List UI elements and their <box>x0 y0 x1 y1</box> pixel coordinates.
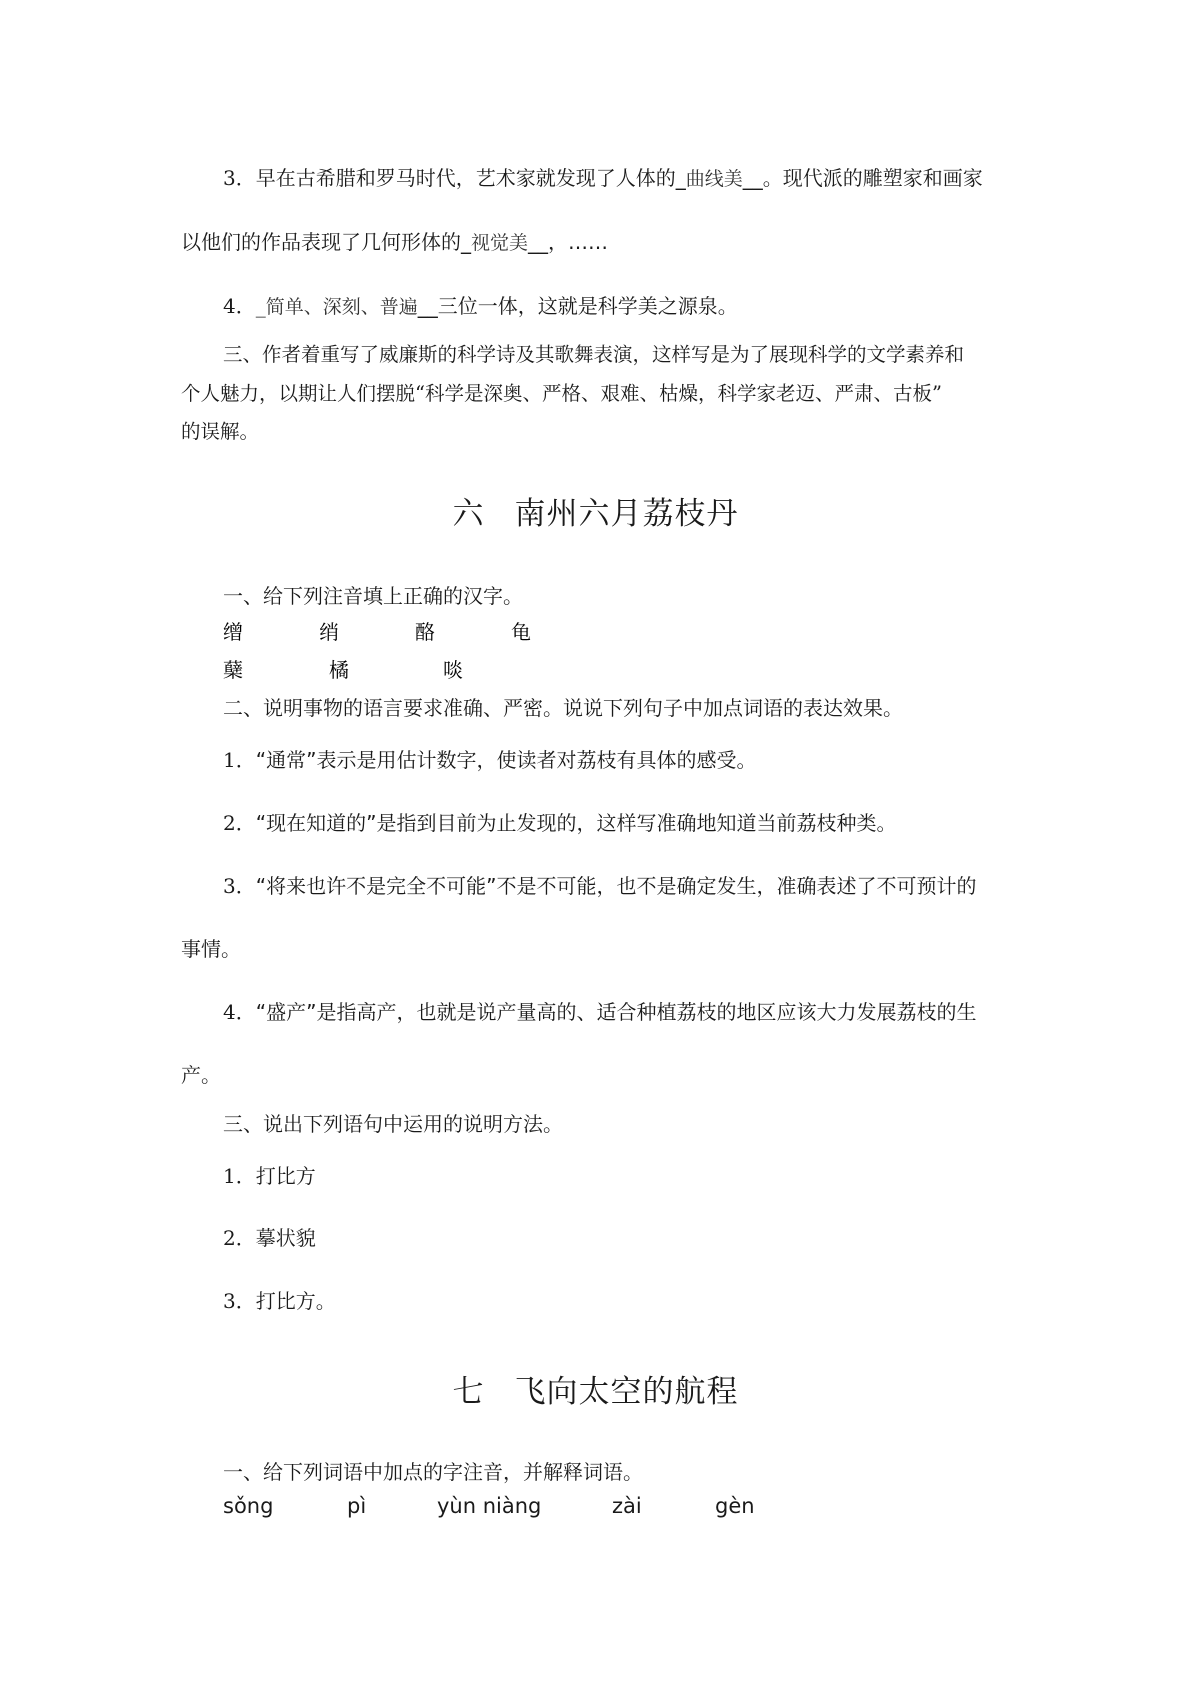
answer-6b-3 <box>223 1285 336 1314</box>
answer-text: 打比方 <box>255 1164 316 1188</box>
answer-text: __，…… <box>528 230 609 254</box>
item-number: 3． <box>223 874 256 898</box>
section-number: 七 <box>452 1374 485 1410</box>
fill-in-answer: 曲线美 <box>685 168 743 190</box>
question-heading: 一、给下列注音填上正确的汉字。 <box>223 584 523 608</box>
item-number: 3． <box>223 166 256 190</box>
pinyin: gèn <box>715 1494 755 1518</box>
answer-text: 早在古希腊和罗马时代，艺术家就发现了人体的_ <box>255 166 686 190</box>
answer-5-3-line2 <box>181 226 608 255</box>
answer-5-3-line1 <box>223 162 983 191</box>
item-number: 4．_ <box>223 294 266 318</box>
character: 蘖 <box>223 658 243 682</box>
item-number: 1． <box>223 1164 256 1188</box>
paragraph-line: 的误解。 <box>181 420 260 443</box>
question-heading: 一、给下列词语中加点的字注音，并解释词语。 <box>223 1460 643 1484</box>
paragraph-line: 个人魅力，以期让人们摆脱“科学是深奥、严格、艰难、枯燥，科学家老迈、严肃、古板” <box>181 382 942 405</box>
answer-text: __三位一体，这就是科学美之源泉。 <box>417 294 738 318</box>
pinyin: pì <box>347 1494 367 1518</box>
answer-6-4-line2: 产。 <box>181 1063 221 1087</box>
pinyin: yùn niàng <box>437 1494 542 1518</box>
answer-6-2 <box>223 807 896 836</box>
question-heading: 三、说出下列语句中运用的说明方法。 <box>223 1112 563 1136</box>
character: 酪 <box>415 620 435 644</box>
answer-text: 以他们的作品表现了几何形体的_ <box>181 230 471 254</box>
answer-6-3-line2: 事情。 <box>181 937 241 961</box>
item-number: 1． <box>223 748 256 772</box>
question-heading: 二、说明事物的语言要求准确、严密。说说下列句子中加点词语的表达效果。 <box>223 696 903 720</box>
answer-text: “盛产”是指高产，也就是说产量高的、适合种植荔枝的地区应该大力发展荔枝的生 <box>255 1000 977 1024</box>
answer-6-3-line1 <box>223 870 976 899</box>
answer-text: “现在知道的”是指到目前为止发现的，这样写准确地知道当前荔枝种类。 <box>255 811 897 835</box>
pinyin-row <box>223 1494 755 1518</box>
answer-text: 摹状貌 <box>255 1226 316 1250</box>
section-heading: 飞向太空的航程 <box>514 1374 739 1410</box>
paragraph-line: 三、作者着重写了威廉斯的科学诗及其歌舞表演，这样写是为了展现科学的文学素养和 <box>223 343 965 366</box>
section-title-6 <box>0 488 1191 533</box>
fill-in-answer: 视觉美 <box>471 232 529 254</box>
character: 啖 <box>443 658 463 682</box>
answer-text: “将来也许不是完全不可能”不是不可能，也不是确定发生，准确表述了不可预计的 <box>255 874 977 898</box>
item-number: 3． <box>223 1289 256 1313</box>
character-row-2 <box>223 654 463 683</box>
answer-text: 打比方 <box>255 1289 316 1313</box>
item-number: 2． <box>223 1226 256 1250</box>
punctuation: 。 <box>315 1289 336 1313</box>
section-heading: 南州六月荔枝丹 <box>514 496 739 532</box>
character: 龟 <box>511 620 531 644</box>
answer-text: “通常”表示是用估计数字，使读者对荔枝有具体的感受。 <box>255 748 757 772</box>
pinyin: sǒng <box>223 1494 274 1518</box>
answer-6-4-line1 <box>223 996 976 1025</box>
answer-6b-2 <box>223 1222 316 1251</box>
answer-6b-1 <box>223 1160 316 1189</box>
answer-6-1 <box>223 744 756 773</box>
character: 绡 <box>319 620 339 644</box>
item-number: 2． <box>223 811 256 835</box>
section-title-7 <box>0 1366 1191 1411</box>
item-number: 4． <box>223 1000 256 1024</box>
character: 橘 <box>329 658 349 682</box>
character-row-1 <box>223 616 531 645</box>
pinyin: zài <box>612 1494 642 1518</box>
answer-5-4 <box>223 290 738 319</box>
character: 缯 <box>223 620 243 644</box>
section-number: 六 <box>452 496 485 532</box>
fill-in-answer: 简单、深刻、普遍 <box>265 296 418 318</box>
answer-text: __。现代派的雕塑家和画家 <box>742 166 983 190</box>
